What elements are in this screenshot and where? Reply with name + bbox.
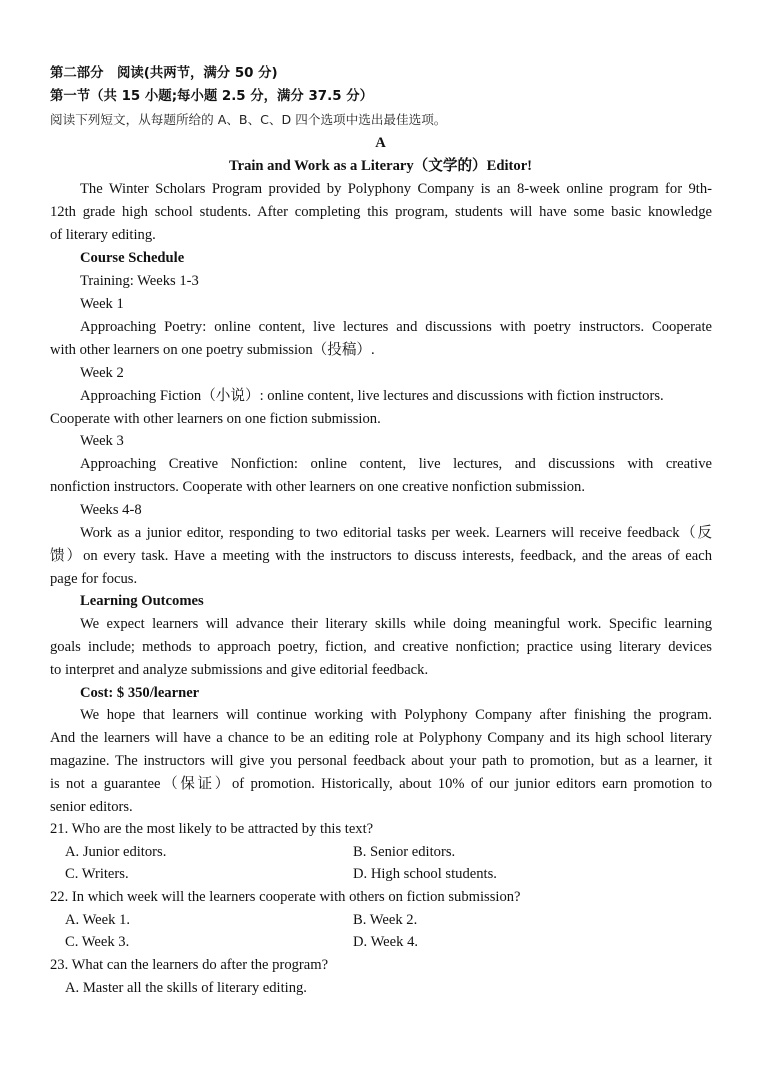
week3-label: Week 3 — [80, 433, 124, 449]
intro-line-3: of literary editing. — [50, 227, 156, 243]
training-label: Training: Weeks 1-3 — [80, 273, 199, 289]
question-22-option-b: B. Week 2. — [353, 912, 418, 928]
intro-line-2: 12th grade high school students. After completing this program, students will have some basic knowledge — [50, 204, 712, 220]
question-21-option-b: B. Senior editors. — [353, 844, 456, 860]
week3-line-1: Approaching Creative Nonfiction: online content, live lectures, and discussions with creative — [80, 456, 712, 472]
closing-line-5: senior editors. — [50, 799, 133, 815]
question-22-stem: 22. In which week will the learners cooperate with others on fiction submission? — [50, 889, 521, 905]
question-21-option-d: D. High school students. — [353, 866, 497, 882]
weeks48-line-2: 馈）on every task. Have a meeting with the instructors to discuss interests, feedback, and the areas of each — [50, 548, 712, 564]
week1-label: Week 1 — [80, 296, 124, 312]
week1-line-2: with other learners on one poetry submission（投稿）. — [50, 342, 375, 358]
closing-line-1: We hope that learners will continue working with Polyphony Company after finishing the program. — [80, 707, 712, 723]
part-heading: 第二部分 阅读(共两节，满分 50 分) — [50, 66, 278, 81]
week1-line-1: Approaching Poetry: online content, live lectures and discussions with poetry instructors. Cooperate — [80, 319, 712, 335]
weeks48-line-1: Work as a junior editor, responding to two editorial tasks per week. Learners will receive feedback（反 — [80, 525, 712, 541]
passage-title: Train and Work as a Literary（文学的）Editor! — [228, 158, 533, 174]
question-22-option-c: C. Week 3. — [65, 934, 130, 950]
closing-line-2: And the learners will have a chance to be an editing role at Polyphony Company and its high school literary — [50, 730, 712, 746]
question-22-option-a: A. Week 1. — [65, 912, 131, 928]
instruction-text: 阅读下列短文，从每题所给的 A、B、C、D 四个选项中选出最佳选项。 — [50, 112, 447, 127]
outcomes-line-1: We expect learners will advance their literary skills while doing meaningful work. Specific learning — [80, 616, 712, 632]
question-23-stem: 23. What can the learners do after the program? — [50, 957, 329, 973]
weeks48-line-3: page for focus. — [50, 571, 138, 587]
question-22-option-d: D. Week 4. — [353, 934, 419, 950]
outcomes-line-2: goals include; methods to approach poetry, fiction, and creative nonfiction; practice using literary devices — [50, 639, 712, 655]
intro-line-1: The Winter Scholars Program provided by Polyphony Company is an 8-week online program for 9th- — [80, 181, 712, 197]
question-21-option-a: A. Junior editors. — [65, 844, 167, 860]
closing-line-3: magazine. The instructors will give you personal feedback about your path to promotion, but as a learner, it — [50, 753, 712, 769]
week3-line-2: nonfiction instructors. Cooperate with other learners on one creative nonfiction submission. — [50, 479, 585, 495]
closing-line-4: is not a guarantee（保证）of promotion. Historically, about 10% of our junior editors earn promotion to — [50, 776, 712, 792]
question-23-option-a: A. Master all the skills of literary editing. — [65, 980, 307, 996]
learning-outcomes-heading: Learning Outcomes — [80, 593, 204, 609]
week2-label: Week 2 — [80, 365, 124, 381]
outcomes-line-3: to interpret and analyze submissions and give editorial feedback. — [50, 662, 429, 678]
question-21-stem: 21. Who are the most likely to be attracted by this text? — [50, 821, 374, 837]
course-schedule-heading: Course Schedule — [80, 250, 185, 266]
section-heading: 第一节（共 15 小题;每小题 2.5 分，满分 37.5 分） — [50, 89, 373, 104]
week2-line-1: Approaching Fiction（小说）: online content, live lectures and discussions with fiction instructors. — [80, 388, 664, 404]
week2-line-2: Cooperate with other learners on one fiction submission. — [50, 411, 381, 427]
cost-heading: Cost: $ 350/learner — [80, 685, 200, 701]
question-21-option-c: C. Writers. — [65, 866, 129, 882]
weeks48-label: Weeks 4-8 — [80, 502, 142, 518]
passage-label: A — [375, 135, 386, 151]
